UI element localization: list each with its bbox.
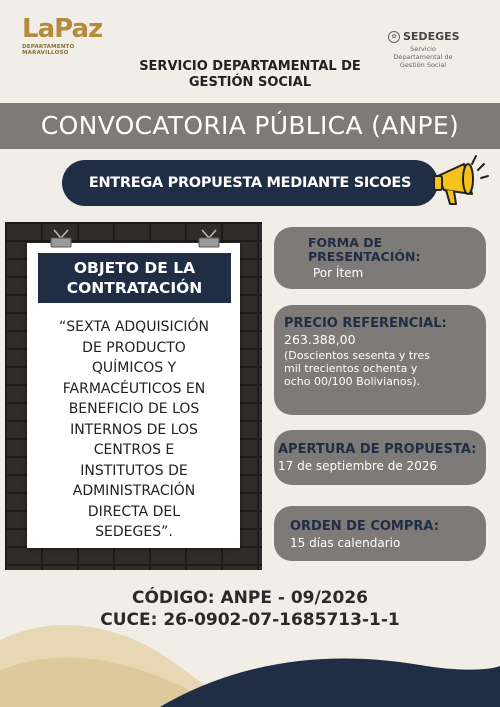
convocatoria-banner: CONVOCATORIA PÚBLICA (ANPE) xyxy=(0,103,500,149)
objeto-heading xyxy=(38,253,231,303)
precio-value: 263.388,00 xyxy=(284,332,356,347)
service-title-line2: GESTIÓN SOCIAL xyxy=(188,75,312,90)
objeto-line: DE PRODUCTO xyxy=(82,339,186,356)
objeto-line: “SEXTA ADQUISICIÓN xyxy=(59,319,209,335)
objeto-line: SEDEGES”. xyxy=(95,524,173,540)
apertura-propuesta-pill xyxy=(274,430,486,485)
precio-label: PRECIO REFERENCIAL: xyxy=(284,316,447,331)
sedeges-logo-name: SEDEGES xyxy=(403,30,460,43)
precio-referencial-pill xyxy=(274,305,486,415)
precio-literal-line3: ocho 00/100 Bolivianos). xyxy=(284,375,421,388)
binder-clip-icon xyxy=(198,228,220,248)
objeto-line: INTERNOS DE LOS xyxy=(70,421,198,438)
objeto-heading-line1: OBJETO DE LA xyxy=(73,259,196,277)
apertura-value: 17 de septiembre de 2026 xyxy=(278,459,438,473)
forma-value: Por Ítem xyxy=(313,266,364,280)
forma-label-line2: PRESENTACIÓN: xyxy=(308,249,421,264)
service-title xyxy=(110,59,390,91)
lapaz-logo-word: LaPaz xyxy=(22,14,103,44)
forma-label-line1: FORMA DE xyxy=(308,235,383,250)
orden-label: ORDEN DE COMPRA: xyxy=(290,519,439,534)
objeto-line: FARMACÉUTICOS EN xyxy=(62,380,206,397)
objeto-line: DIRECTA DEL xyxy=(87,503,181,520)
objeto-line: QUÍMICOS Y xyxy=(91,360,177,376)
lapaz-logo-sub: DEPARTAMENTO MARAVILLOSO xyxy=(22,44,75,56)
sedeges-logo xyxy=(388,30,488,69)
orden-value: 15 días calendario xyxy=(290,536,401,550)
sicoes-pill: ENTREGA PROPUESTA MEDIANTE SICOES xyxy=(62,160,438,206)
objeto-line: INSTITUTOS DE xyxy=(80,462,188,479)
objeto-line: BENEFICIO DE LOS xyxy=(68,401,200,417)
forma-presentacion-pill xyxy=(274,227,486,289)
orden-compra-pill xyxy=(274,506,486,561)
binder-clip-icon xyxy=(50,228,72,248)
objeto-line: CENTROS E xyxy=(93,442,175,458)
precio-literal-line1: (Doscientos sesenta y tres xyxy=(284,349,430,362)
megaphone-icon xyxy=(432,150,494,214)
cuce-text: CUCE: 26-0902-07-1685713-1-1 xyxy=(100,610,400,630)
codes-block xyxy=(60,587,440,631)
objeto-heading-line2: CONTRATACIÓN xyxy=(66,279,203,297)
objeto-line: ADMINISTRACIÓN xyxy=(72,483,196,499)
codigo-text: CÓDIGO: ANPE - 09/2026 xyxy=(131,588,369,608)
sedeges-mark-icon: ✿ xyxy=(388,31,400,43)
objeto-description xyxy=(34,317,234,543)
lapaz-logo xyxy=(22,14,112,56)
sedeges-logo-sub: Servicio Departamental de Gestión Social xyxy=(393,45,453,69)
apertura-label: APERTURA DE PROPUESTA: xyxy=(278,442,477,457)
service-title-line1: SERVICIO DEPARTAMENTAL DE xyxy=(139,59,361,74)
precio-literal-line2: mil trecientos ochenta y xyxy=(284,362,418,375)
